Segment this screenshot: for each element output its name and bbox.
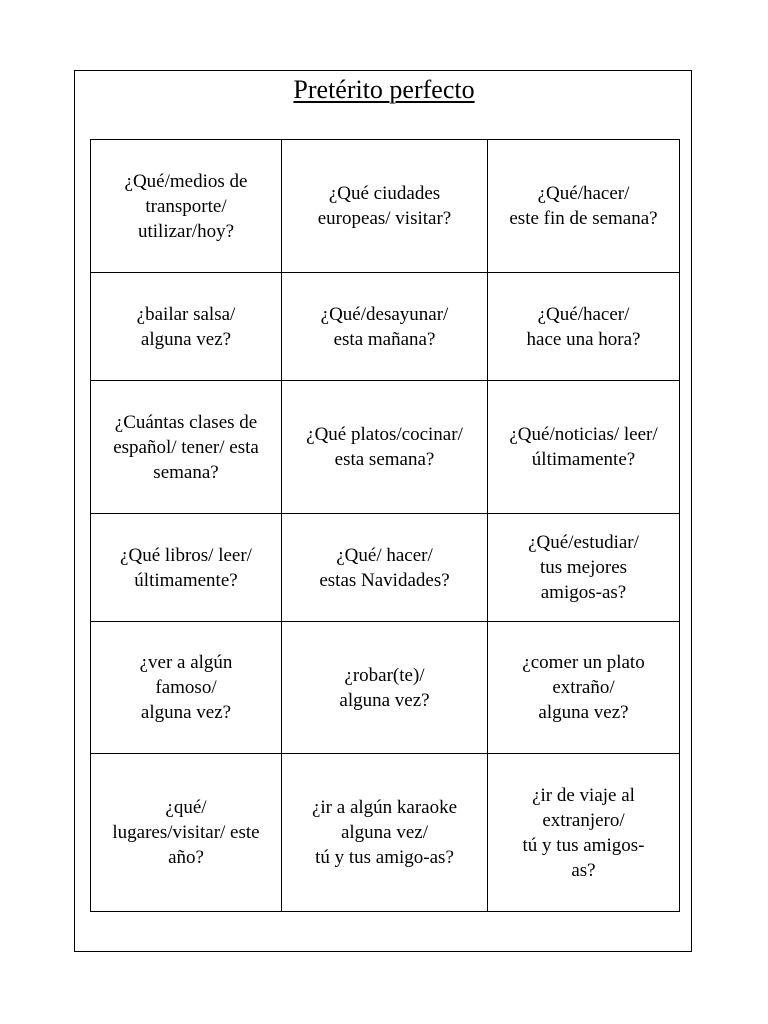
question-card: ¿Cuántas clases de español/ tener/ esta semana? bbox=[91, 381, 282, 514]
card-row bbox=[91, 622, 680, 754]
question-card: ¿Qué platos/cocinar/ esta semana? bbox=[282, 381, 488, 514]
question-card: ¿Qué/estudiar/ tus mejores amigos-as? bbox=[488, 514, 680, 622]
card-row bbox=[91, 273, 680, 381]
question-card: ¿Qué libros/ leer/ últimamente? bbox=[91, 514, 282, 622]
question-card: ¿qué/ lugares/visitar/ este año? bbox=[91, 754, 282, 912]
question-card: ¿comer un plato extraño/ alguna vez? bbox=[488, 622, 680, 754]
question-card: ¿ir a algún karaoke alguna vez/ tú y tus amigo-as? bbox=[282, 754, 488, 912]
question-card: ¿Qué/ hacer/ estas Navidades? bbox=[282, 514, 488, 622]
card-row bbox=[91, 140, 680, 273]
question-card: ¿Qué/desayunar/ esta mañana? bbox=[282, 273, 488, 381]
question-card: ¿bailar salsa/ alguna vez? bbox=[91, 273, 282, 381]
question-card: ¿ver a algún famoso/ alguna vez? bbox=[91, 622, 282, 754]
question-card: ¿Qué/hacer/ hace una hora? bbox=[488, 273, 680, 381]
question-card: ¿ir de viaje al extranjero/ tú y tus amigos- as? bbox=[488, 754, 680, 912]
card-row bbox=[91, 754, 680, 912]
page-title: Pretérito perfecto bbox=[293, 75, 475, 104]
question-card: ¿robar(te)/ alguna vez? bbox=[282, 622, 488, 754]
question-card-grid bbox=[90, 139, 680, 912]
question-card: ¿Qué/hacer/ este fin de semana? bbox=[488, 140, 680, 273]
card-row bbox=[91, 381, 680, 514]
question-card: ¿Qué/medios de transporte/ utilizar/hoy? bbox=[91, 140, 282, 273]
question-card: ¿Qué/noticias/ leer/ últimamente? bbox=[488, 381, 680, 514]
question-card: ¿Qué ciudades europeas/ visitar? bbox=[282, 140, 488, 273]
card-row bbox=[91, 514, 680, 622]
